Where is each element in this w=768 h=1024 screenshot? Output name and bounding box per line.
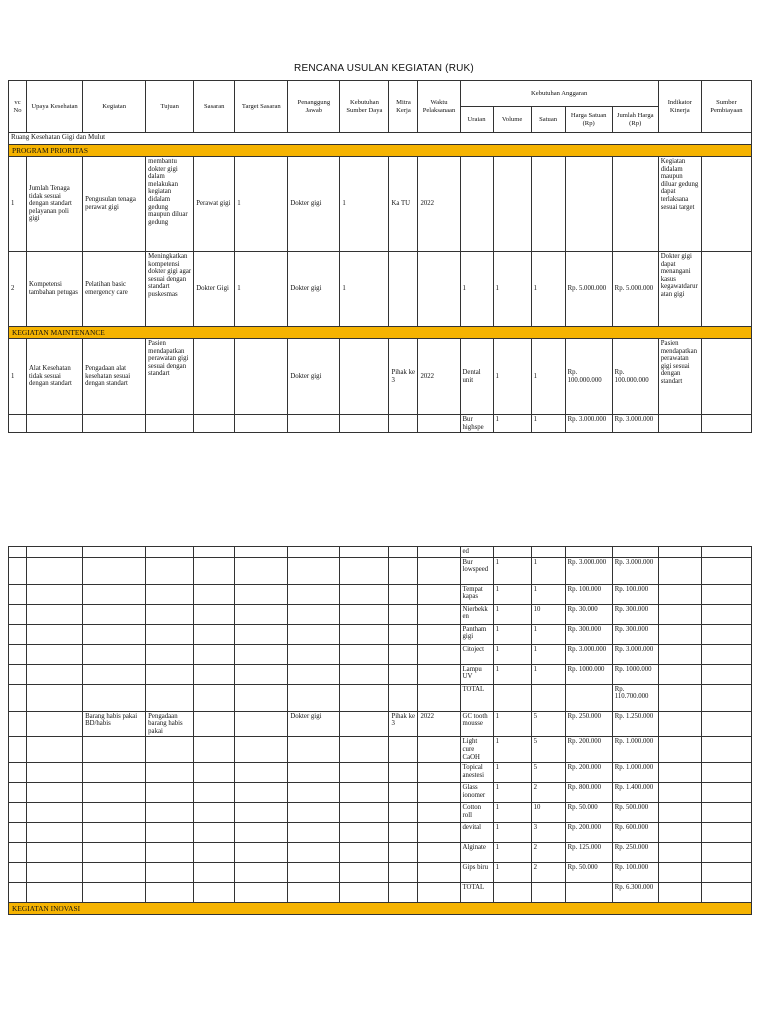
row-harga — [565, 883, 612, 903]
table-row — [9, 664, 752, 684]
header-harga: Harga Satuan (Rp) — [565, 107, 612, 133]
row-satuan: 1 — [531, 644, 565, 664]
row-harga: Rp. 300.000 — [565, 624, 612, 644]
row-uraian: Lampu UV — [460, 664, 493, 684]
row-harga: Rp. 50.000 — [565, 863, 612, 883]
row-jumlah: Rp. 3.000.000 — [612, 415, 658, 433]
row-jumlah: Rp. 1.000.000 — [612, 763, 658, 783]
row-harga — [565, 684, 612, 711]
row-sumber-daya: 1 — [340, 157, 389, 252]
row-uraian: Tempat kapas — [460, 584, 493, 604]
row-kegiatan: Pengusulan tenaga perawat gigi — [83, 157, 146, 252]
table-row — [9, 644, 752, 664]
row-pj: Dokter gigi — [288, 252, 340, 327]
row-volume — [493, 883, 531, 903]
row-volume: 1 — [493, 584, 531, 604]
table-row — [9, 843, 752, 863]
header-target: Target Sasaran — [235, 81, 288, 133]
row-volume: 1 — [493, 863, 531, 883]
table-row — [9, 823, 752, 843]
row-volume: 1 — [493, 624, 531, 644]
row-satuan: 1 — [531, 584, 565, 604]
row-volume: 1 — [493, 664, 531, 684]
row-no: 1 — [9, 339, 27, 415]
row-harga: Rp. 200.000 — [565, 823, 612, 843]
row-uraian: devital — [460, 823, 493, 843]
row-volume: 1 — [493, 644, 531, 664]
row-volume: 1 — [493, 711, 531, 737]
row-pj: Dokter gigi — [288, 157, 340, 252]
table-row — [9, 684, 752, 711]
row-mitra: Ka TU — [389, 157, 418, 252]
row-satuan: 1 — [531, 557, 565, 584]
document-title: RENCANA USULAN KEGIATAN (RUK) — [294, 63, 474, 74]
row-jumlah: Rp. 300.000 — [612, 604, 658, 624]
row-harga: Rp. 3.000.000 — [565, 644, 612, 664]
row-satuan: 1 — [531, 664, 565, 684]
table-row — [9, 415, 752, 433]
table-row — [9, 604, 752, 624]
row-jumlah: Rp. 1000.000 — [612, 664, 658, 684]
row-jumlah: Rp. 600.000 — [612, 823, 658, 843]
row-satuan: 5 — [531, 737, 565, 763]
row-jumlah: Rp. 6.300.000 — [612, 883, 658, 903]
row-harga: Rp. 3.000.000 — [565, 415, 612, 433]
header-mitra: Mitra Kerja — [389, 81, 418, 133]
row-harga: Rp. 5.000.000 — [565, 252, 612, 327]
header-penanggung-jawab: Penanggung Jawab — [288, 81, 340, 133]
table-row — [9, 547, 752, 558]
table-row — [9, 157, 752, 252]
row-sumber-daya: 1 — [340, 252, 389, 327]
row-jumlah: Rp. 1.400.000 — [612, 783, 658, 803]
header-pembiayaan: Sumber Pembiayaan — [701, 81, 751, 133]
section-kegiatan-inovasi: KEGIATAN INOVASI — [9, 903, 752, 915]
row-no: 2 — [9, 252, 27, 327]
row-uraian: Citoject — [460, 644, 493, 664]
row-satuan — [531, 684, 565, 711]
header-jumlah: Jumlah Harga (Rp) — [612, 107, 658, 133]
header-kegiatan: Kegiatan — [83, 81, 146, 133]
row-indikator: Kegiatan didalam maupun diluar gedung dapat terlaksana sesuai target — [658, 157, 701, 252]
table-row — [9, 803, 752, 823]
header-sasaran: Sasaran — [194, 81, 235, 133]
row-tujuan: Pengadaan barang habis pakai — [146, 711, 194, 737]
row-target: 1 — [235, 157, 288, 252]
row-volume: 1 — [493, 823, 531, 843]
row-harga: Rp. 100.000.000 — [565, 339, 612, 415]
row-jumlah: Rp. 250.000 — [612, 843, 658, 863]
row-mitra: Pihak ke 3 — [389, 711, 418, 737]
row-harga: Rp. 200.000 — [565, 763, 612, 783]
header-sumber-daya: Kebutuhan Sumber Daya — [340, 81, 389, 133]
row-jumlah: Rp. 100.000 — [612, 584, 658, 604]
row-harga: Rp. 800.000 — [565, 783, 612, 803]
row-uraian: Cotton roll — [460, 803, 493, 823]
row-satuan: 2 — [531, 863, 565, 883]
row-jumlah: Rp. 3.000.000 — [612, 557, 658, 584]
ruk-table-page-1 — [8, 80, 752, 433]
row-volume: 1 — [493, 737, 531, 763]
row-satuan: 2 — [531, 783, 565, 803]
row-indikator: Pasien mendapatkan perawatan gigi sesuai dengan standart — [658, 339, 701, 415]
row-volume: 1 — [493, 843, 531, 863]
row-satuan: 1 — [531, 624, 565, 644]
row-jumlah: Rp. 1.250.000 — [612, 711, 658, 737]
header-upaya: Upaya Kesehatan — [27, 81, 83, 133]
row-pj: Dokter gigi — [288, 339, 340, 415]
table-row — [9, 711, 752, 737]
row-tujuan: Meningkatkan kompetensi dokter gigi agar sesuai dengan standart puskesmas — [146, 252, 194, 327]
table-row — [9, 883, 752, 903]
table-row — [9, 863, 752, 883]
row-uraian: Topical anestesi — [460, 763, 493, 783]
row-volume: 1 — [493, 604, 531, 624]
row-harga: Rp. 3.000.000 — [565, 557, 612, 584]
row-volume: 1 — [493, 415, 531, 433]
row-jumlah: Rp. 500.000 — [612, 803, 658, 823]
row-satuan: 2 — [531, 843, 565, 863]
row-satuan: 5 — [531, 763, 565, 783]
row-mitra: Pihak ke 3 — [389, 339, 418, 415]
row-volume: 1 — [493, 252, 531, 327]
header-volume: Volume — [493, 107, 531, 133]
row-satuan: 1 — [531, 415, 565, 433]
header-satuan: Satuan — [531, 107, 565, 133]
row-harga: Rp. 30.000 — [565, 604, 612, 624]
row-pj: Dokter gigi — [288, 711, 340, 737]
row-satuan: 10 — [531, 803, 565, 823]
header-uraian: Uraian — [460, 107, 493, 133]
row-uraian: 1 — [460, 252, 493, 327]
row-harga: Rp. 50.000 — [565, 803, 612, 823]
row-waktu: 2022 — [418, 339, 460, 415]
row-uraian: Nierbekken — [460, 604, 493, 624]
subheader-ruang: Ruang Kesehatan Gigi dan Mulut — [9, 133, 752, 145]
row-harga: Rp. 100.000 — [565, 584, 612, 604]
row-volume: 1 — [493, 763, 531, 783]
row-sasaran: Perawat gigi — [194, 157, 235, 252]
row-uraian: Light cure CaOH — [460, 737, 493, 763]
row-jumlah: Rp. 1.000.000 — [612, 737, 658, 763]
ruk-table-page-2 — [8, 546, 752, 915]
row-jumlah: Rp. 110.700.000 — [612, 684, 658, 711]
row-tujuan: Pasien mendapatkan perawatan gigi sesuai dengan standart — [146, 339, 194, 415]
row-uraian: Bur highspe — [460, 415, 493, 433]
row-no: 1 — [9, 157, 27, 252]
row-jumlah: Rp. 100.000.000 — [612, 339, 658, 415]
row-volume: 1 — [493, 339, 531, 415]
row-satuan — [531, 883, 565, 903]
row-jumlah: Rp. 3.000.000 — [612, 644, 658, 664]
row-target: 1 — [235, 252, 288, 327]
row-jumlah: Rp. 100.000 — [612, 863, 658, 883]
row-uraian: TOTAL — [460, 883, 493, 903]
row-uraian: Alginate — [460, 843, 493, 863]
row-uraian: Dental unit — [460, 339, 493, 415]
row-satuan: 1 — [531, 339, 565, 415]
table-row — [9, 584, 752, 604]
table-row — [9, 624, 752, 644]
row-volume — [493, 684, 531, 711]
row-uraian: Glass ionomer — [460, 783, 493, 803]
row-uraian: ed — [460, 547, 493, 558]
row-satuan: 1 — [531, 252, 565, 327]
table-row — [9, 763, 752, 783]
table-row — [9, 737, 752, 763]
row-kegiatan: Pengadaan alat kesehatan sesuai dengan standart — [83, 339, 146, 415]
table-row — [9, 783, 752, 803]
header-indikator: Indikator Kinerja — [658, 81, 701, 133]
row-jumlah: Rp. 300.000 — [612, 624, 658, 644]
row-satuan: 5 — [531, 711, 565, 737]
row-waktu: 2022 — [418, 157, 460, 252]
row-uraian: Pantham gigi — [460, 624, 493, 644]
table-row — [9, 557, 752, 584]
row-upaya: Kompetensi tambahan petugas — [27, 252, 83, 327]
header-waktu: Waktu Pelaksanaan — [418, 81, 460, 133]
row-tujuan: membantu dokter gigi dalam melakukan kegiatan didalam gedung maupun diluar gedung — [146, 157, 194, 252]
row-volume: 1 — [493, 557, 531, 584]
row-harga: Rp. 1000.000 — [565, 664, 612, 684]
header-no: vc No — [9, 81, 27, 133]
row-volume: 1 — [493, 783, 531, 803]
section-program-prioritas: PROGRAM PRIORITAS — [9, 145, 752, 157]
row-harga: Rp. 125.000 — [565, 843, 612, 863]
row-uraian: Gips biru — [460, 863, 493, 883]
row-upaya: Alat Kesehatan tidak sesuai dengan standart — [27, 339, 83, 415]
row-volume: 1 — [493, 803, 531, 823]
row-uraian: GC tooth mousse — [460, 711, 493, 737]
table-row — [9, 339, 752, 415]
row-waktu: 2022 — [418, 711, 460, 737]
table-row — [9, 252, 752, 327]
header-anggaran: Kebutuhan Anggaran — [460, 81, 658, 107]
row-jumlah: Rp. 5.000.000 — [612, 252, 658, 327]
row-kegiatan: Barang habis pakai BD/habis — [83, 711, 146, 737]
header-tujuan: Tujuan — [146, 81, 194, 133]
row-indikator: Dokter gigi dapat menangani kasus kegawatdaruratan gigi — [658, 252, 701, 327]
row-harga: Rp. 250.000 — [565, 711, 612, 737]
section-kegiatan-maintenance: KEGIATAN MAINTENANCE — [9, 327, 752, 339]
row-harga: Rp. 200.000 — [565, 737, 612, 763]
row-upaya: Jumlah Tenaga tidak sesuai dengan standart pelayanan poli gigi — [27, 157, 83, 252]
row-uraian: Bur lowspeed — [460, 557, 493, 584]
row-sasaran: Dokter Gigi — [194, 252, 235, 327]
row-kegiatan: Pelatihan basic emergency care — [83, 252, 146, 327]
row-uraian: TOTAL — [460, 684, 493, 711]
row-satuan: 10 — [531, 604, 565, 624]
row-satuan: 3 — [531, 823, 565, 843]
